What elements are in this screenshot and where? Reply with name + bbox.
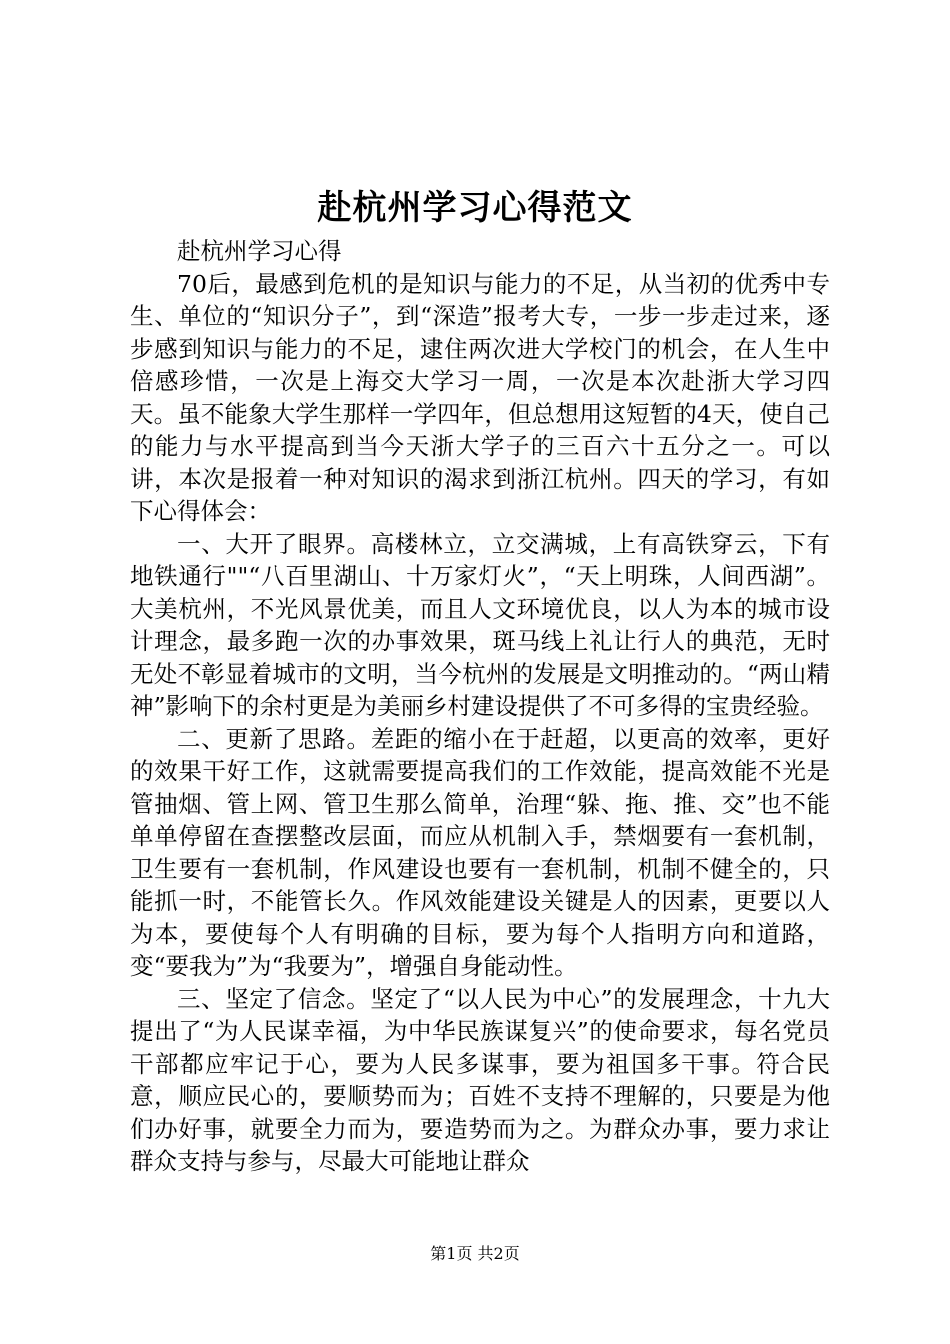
document-title: 赴杭州学习心得范文 xyxy=(317,188,633,228)
page-number-footer: 第1页 共2页 xyxy=(430,1244,520,1263)
document-body xyxy=(130,235,830,1178)
paragraph-point-2: 二、更新了思路。差距的缩小在于赶超，以更高的效率，更好的效果干好工作，这就需要提高我们的工作效能，提高效能不光是管抽烟、管上网、管卫生那么简单，治理“躲、拖、推、交”也不能单单停留在查摆整改层面，而应从机制入手，禁烟要有一套机制，卫生要有一套机制，作风建设也要有一套机制，机制不健全的，只能抓一时，不能管长久。作风效能建设关键是人的因素，更要以人为本，要使每个人有明确的目标，要为每个人指明方向和道路，变“要我为”为“我要为”，增强自身能动性。 xyxy=(130,724,830,980)
paragraph-intro: 70后，最感到危机的是知识与能力的不足，从当初的优秀中专生、单位的“知识分子”，到“深造”报考大专，一步一步走过来，逐步感到知识与能力的不足，逮住两次进大学校门的机会，在人生中倍感珍惜，一次是上海交大学习一周，一次是本次赴浙大学习四天。虽不能象大学生那样一学四年，但总想用这短暂的4天，使自己的能力与水平提高到当今天浙大学子的三百六十五分之一。可以讲，本次是报着一种对知识的渴求到浙江杭州。四天的学习，有如下心得体会： xyxy=(130,269,830,525)
paragraph-point-1: 一、大开了眼界。高楼林立，立交满城，上有高铁穿云，下有地铁通行""“八百里湖山、十万家灯火”，“天上明珠，人间西湖”。大美杭州，不光风景优美，而且人文环境优良，以人为本的城市设计理念，最多跑一次的办事效果，斑马线上礼让行人的典范，无时无处不彰显着城市的文明，当今杭州的发展是文明推动的。“两山精神”影响下的余村更是为美丽乡村建设提供了不可多得的宝贵经验。 xyxy=(130,529,830,720)
paragraph-point-3: 三、坚定了信念。坚定了“以人民为中心”的发展理念，十九大提出了“为人民谋幸福，为中华民族谋复兴”的使命要求，每名党员干部都应牢记于心，要为人民多谋事，要为祖国多干事。符合民意，顺应民心的，要顺势而为；百姓不支持不理解的，只要是为他们办好事，就要全力而为，要造势而为之。为群众办事，要力求让群众支持与参与，尽最大可能地让群众 xyxy=(130,984,830,1175)
paragraph-subtitle: 赴杭州学习心得 xyxy=(177,237,342,265)
